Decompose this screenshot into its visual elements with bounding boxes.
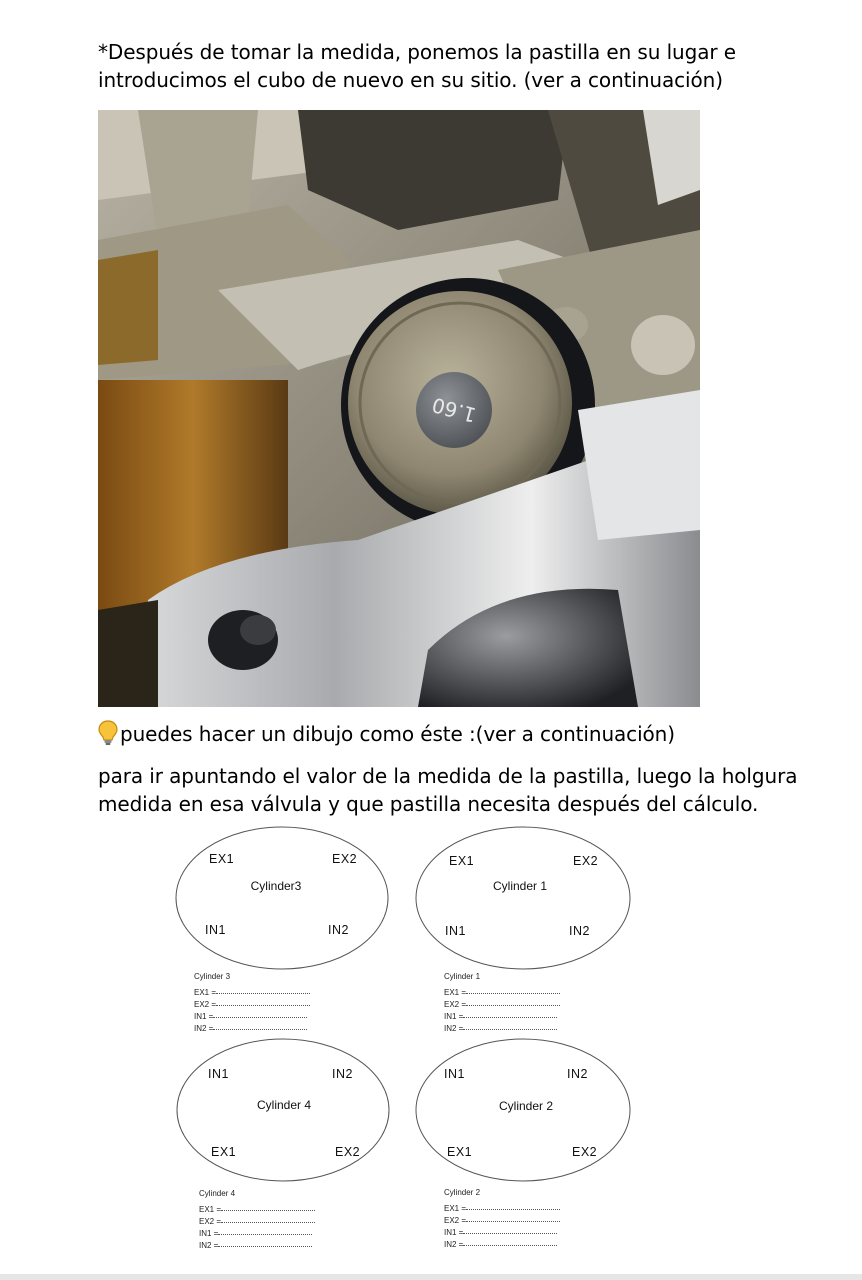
notes-ex1: EX1 = bbox=[444, 1204, 467, 1213]
notes-in2: IN2 = bbox=[444, 1024, 464, 1033]
notes-ex1: EX1 = bbox=[199, 1205, 222, 1214]
pos-bottom-left: EX1 bbox=[211, 1145, 237, 1159]
cylinder-name: Cylinder 4 bbox=[256, 1098, 312, 1112]
paragraph-tip bbox=[98, 720, 798, 748]
pos-top-left: IN1 bbox=[208, 1067, 229, 1081]
engine-valve-bucket-photo bbox=[98, 110, 700, 707]
notes-in1: IN1 = bbox=[444, 1228, 464, 1237]
cylinder-1-diagram bbox=[415, 826, 633, 976]
cylinder-name: Cylinder3 bbox=[250, 879, 302, 893]
cylinder-1-notes bbox=[444, 972, 560, 1034]
cylinder-name: Cylinder 1 bbox=[492, 879, 548, 893]
notes-ex1: EX1 = bbox=[444, 988, 467, 997]
notes-ex1: EX1 = bbox=[194, 988, 217, 997]
notes-title: Cylinder 4 bbox=[199, 1189, 236, 1198]
pos-bottom-right: IN2 bbox=[569, 924, 590, 938]
paragraph-record-values: para ir apuntando el valor de la medida de la pastilla, luego la holgura medida en esa válvula y que pastilla necesita después del cálculo. bbox=[98, 764, 798, 816]
cylinder-3-diagram bbox=[175, 826, 391, 976]
pos-bottom-right: EX2 bbox=[572, 1145, 598, 1159]
notes-in1: IN1 = bbox=[199, 1229, 219, 1238]
notes-ex2: EX2 = bbox=[194, 1000, 217, 1009]
pos-bottom-right: EX2 bbox=[335, 1145, 361, 1159]
notes-in1: IN1 = bbox=[444, 1012, 464, 1021]
cylinder-4-notes bbox=[199, 1189, 315, 1251]
pos-top-left: EX1 bbox=[449, 854, 475, 868]
tip-text: puedes hacer un dibujo como éste :(ver a continuación) bbox=[120, 722, 675, 746]
pos-top-right: IN2 bbox=[332, 1067, 353, 1081]
pos-top-right: EX2 bbox=[573, 854, 599, 868]
cylinder-4-diagram bbox=[176, 1038, 392, 1188]
pos-bottom-right: IN2 bbox=[328, 923, 349, 937]
notes-title: Cylinder 3 bbox=[194, 972, 231, 981]
pos-bottom-left: IN1 bbox=[205, 923, 226, 937]
cylinder-name: Cylinder 2 bbox=[498, 1099, 554, 1113]
pos-bottom-left: EX1 bbox=[447, 1145, 473, 1159]
notes-ex2: EX2 = bbox=[444, 1216, 467, 1225]
notes-title: Cylinder 2 bbox=[444, 1188, 481, 1197]
pos-top-right: EX2 bbox=[332, 852, 358, 866]
notes-ex2: EX2 = bbox=[444, 1000, 467, 1009]
cylinder-2-diagram bbox=[415, 1038, 633, 1188]
pos-top-left: EX1 bbox=[209, 852, 235, 866]
lightbulb-icon bbox=[98, 720, 118, 746]
notes-in2: IN2 = bbox=[444, 1240, 464, 1249]
pos-top-left: IN1 bbox=[444, 1067, 465, 1081]
notes-title: Cylinder 1 bbox=[444, 972, 481, 981]
notes-in1: IN1 = bbox=[194, 1012, 214, 1021]
pos-top-right: IN2 bbox=[567, 1067, 588, 1081]
shim-marking: 1.60 bbox=[429, 392, 479, 428]
paragraph-shim-reinstall: *Después de tomar la medida, ponemos la pastilla en su lugar e introducimos el cubo de nuevo en su sitio. (ver a continuación) bbox=[98, 40, 736, 92]
cylinder-3-notes bbox=[194, 972, 310, 1034]
notes-in2: IN2 = bbox=[194, 1024, 214, 1033]
pos-bottom-left: IN1 bbox=[445, 924, 466, 938]
page-bottom-edge bbox=[0, 1274, 862, 1280]
notes-in2: IN2 = bbox=[199, 1241, 219, 1250]
cylinder-2-notes bbox=[444, 1188, 560, 1250]
notes-ex2: EX2 = bbox=[199, 1217, 222, 1226]
